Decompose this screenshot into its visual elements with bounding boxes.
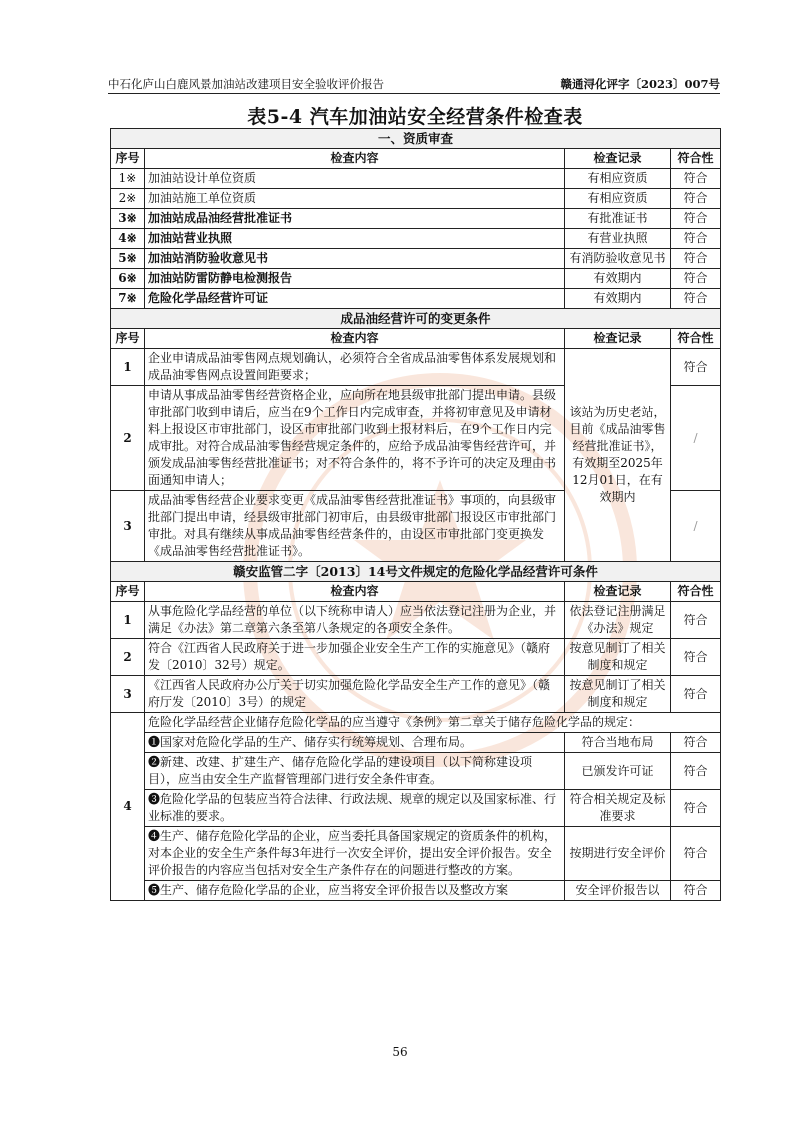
- safety-check-table: [110, 128, 721, 901]
- col-header-record: 检查记录: [565, 329, 671, 349]
- row-content: 加油站设计单位资质: [145, 169, 565, 189]
- row-content: ❸危险化学品的包装应当符合法律、行政法规、规章的规定以及国家标准、行业标准的要求。: [145, 790, 565, 827]
- row-content: 加油站防雷防静电检测报告: [145, 269, 565, 289]
- table-row: [111, 249, 721, 269]
- table-title: 表5-4 汽车加油站安全经营条件检查表: [247, 106, 583, 128]
- row-content: 成品油零售经营企业要求变更《成品油零售经营批准证书》事项的，向县级审批部门提出申请，经县级审批部门初审后，由县级审批部门报设区市审批部门审批。对具有继续从事成品油零售经营条件的，由设区市审批部门变更换发《成品油零售经营批准证书》。: [145, 491, 565, 562]
- row-no: 4※: [111, 229, 145, 249]
- row-content: 《江西省人民政府办公厅关于切实加强危险化学品安全生产工作的意见》（赣府厅发〔2010〕3号）的规定: [145, 676, 565, 713]
- row-conformity: 符合: [671, 229, 721, 249]
- row-record: 有消防验收意见书: [565, 249, 671, 269]
- row-conformity: /: [671, 386, 721, 491]
- table-row: [111, 790, 721, 827]
- column-header-row: [111, 149, 721, 169]
- column-header-row: [111, 329, 721, 349]
- table-row: [111, 209, 721, 229]
- row-content: ❺生产、储存危险化学品的企业，应当将安全评价报告以及整改方案: [145, 881, 565, 901]
- row-record: 依法登记注册满足《办法》规定: [565, 602, 671, 639]
- row-no: 2: [111, 639, 145, 676]
- row-no: 7※: [111, 289, 145, 309]
- row-no: 3: [111, 676, 145, 713]
- table-row: [111, 881, 721, 901]
- row-record: 安全评价报告以: [565, 881, 671, 901]
- row-record: 符合当地布局: [565, 733, 671, 753]
- row-no: 1※: [111, 169, 145, 189]
- row-record: 有效期内: [565, 289, 671, 309]
- row-conformity: 符合: [671, 169, 721, 189]
- row-conformity: 符合: [671, 639, 721, 676]
- section-title: 一、资质审查: [111, 129, 721, 149]
- row-content: 申请从事成品油零售经营资格企业，应向所在地县级审批部门提出申请。县级审批部门收到申请后，应当在9个工作日内完成审查，并将初审意见及申请材料上报设区市审批部门，设区市审批部门收到上报材料后，在9个工作日内完成审批。对符合成品油零售经营规定条件的，应给予成品油零售经营许可，并颁发成品油零售经营批准证书；对不符合条件的，将不予许可的决定及理由书面通知申请人；: [145, 386, 565, 491]
- row-record: 有批准证书: [565, 209, 671, 229]
- row-record: 按期进行安全评价: [565, 827, 671, 881]
- row-conformity: 符合: [671, 602, 721, 639]
- row-record: 符合相关规定及标准要求: [565, 790, 671, 827]
- row-no: 3※: [111, 209, 145, 229]
- col-header-content: 检查内容: [145, 149, 565, 169]
- row-record: 有效期内: [565, 269, 671, 289]
- table-row: [111, 289, 721, 309]
- merged-record: 该站为历史老站，目前《成品油零售经营批准证书》，有效期至2025年12月01日，在有效期内: [565, 349, 671, 562]
- table-row: [111, 827, 721, 881]
- row-conformity: 符合: [671, 289, 721, 309]
- row-no: 5※: [111, 249, 145, 269]
- table-row: [111, 676, 721, 713]
- row-intro: 危险化学品经营企业储存危险化学品的应当遵守《条例》第二章关于储存危险化学品的规定：: [145, 713, 721, 733]
- section-title: 成品油经营许可的变更条件: [111, 309, 721, 329]
- row-conformity: 符合: [671, 189, 721, 209]
- col-header-no: 序号: [111, 149, 145, 169]
- row-conformity: 符合: [671, 827, 721, 881]
- row-conformity: 符合: [671, 753, 721, 790]
- col-header-conformity: 符合性: [671, 329, 721, 349]
- row-record: 有相应资质: [565, 189, 671, 209]
- col-header-conformity: 符合性: [671, 582, 721, 602]
- header-rule: [108, 93, 720, 94]
- row-no: 4: [111, 713, 145, 901]
- row-no: 2: [111, 386, 145, 491]
- section-title: 赣安监管二字〔2013〕14号文件规定的危险化学品经营许可条件: [111, 562, 721, 582]
- page-number: 56: [392, 1045, 408, 1059]
- row-content: 企业申请成品油零售网点规划确认，必须符合全省成品油零售体系发展规划和成品油零售网点设置间距要求；: [145, 349, 565, 386]
- table-row: [111, 602, 721, 639]
- section-header-refined-oil: [111, 309, 721, 329]
- col-header-record: 检查记录: [565, 582, 671, 602]
- row-content: ❷新建、改建、扩建生产、储存危险化学品的建设项目（以下简称建设项目），应当由安全生产监督管理部门进行安全条件审查。: [145, 753, 565, 790]
- table-row: [111, 639, 721, 676]
- row-conformity: 符合: [671, 881, 721, 901]
- row-content: 加油站营业执照: [145, 229, 565, 249]
- table-row: [111, 169, 721, 189]
- row-record: 有营业执照: [565, 229, 671, 249]
- row-no: 6※: [111, 269, 145, 289]
- running-header-title: 中石化庐山白鹿风景加油站改建项目安全验收评价报告: [108, 77, 384, 91]
- row-no: 1: [111, 349, 145, 386]
- row-content: 加油站成品油经营批准证书: [145, 209, 565, 229]
- row-content: 加油站消防验收意见书: [145, 249, 565, 269]
- row-conformity: 符合: [671, 733, 721, 753]
- row-content: ❶国家对危险化学品的生产、储存实行统筹规划、合理布局。: [145, 733, 565, 753]
- row-content: ❹生产、储存危险化学品的企业，应当委托具备国家规定的资质条件的机构，对本企业的安全生产条件每3年进行一次安全评价，提出安全评价报告。安全评价报告的内容应当包括对安全生产条件存在的问题进行整改的方案。: [145, 827, 565, 881]
- table-row: [111, 733, 721, 753]
- row-record: 按意见制订了相关制度和规定: [565, 676, 671, 713]
- row-conformity: 符合: [671, 249, 721, 269]
- row-conformity: /: [671, 491, 721, 562]
- section-header-qualification: [111, 129, 721, 149]
- column-header-row: [111, 582, 721, 602]
- table-row: [111, 189, 721, 209]
- table-row: [111, 349, 721, 386]
- running-header-doc-number: 赣通浔化评字〔2023〕007号: [560, 77, 720, 91]
- table-row: [111, 269, 721, 289]
- table-row: [111, 229, 721, 249]
- row-content: 从事危险化学品经营的单位（以下统称申请人）应当依法登记注册为企业，并满足《办法》第二章第六条至第八条规定的各项安全条件。: [145, 602, 565, 639]
- col-header-no: 序号: [111, 582, 145, 602]
- row-no: 2※: [111, 189, 145, 209]
- row-conformity: 符合: [671, 209, 721, 229]
- row-conformity: 符合: [671, 790, 721, 827]
- table-row: [111, 753, 721, 790]
- row-conformity: 符合: [671, 349, 721, 386]
- col-header-no: 序号: [111, 329, 145, 349]
- col-header-content: 检查内容: [145, 582, 565, 602]
- row-no: 1: [111, 602, 145, 639]
- row-record: 有相应资质: [565, 169, 671, 189]
- row-content: 加油站施工单位资质: [145, 189, 565, 209]
- section-header-hazardous-chemicals: [111, 562, 721, 582]
- row-conformity: 符合: [671, 269, 721, 289]
- row-record: 按意见制订了相关制度和规定: [565, 639, 671, 676]
- table-row: [111, 713, 721, 733]
- row-record: 已颁发许可证: [565, 753, 671, 790]
- col-header-record: 检查记录: [565, 149, 671, 169]
- row-no: 3: [111, 491, 145, 562]
- row-conformity: 符合: [671, 676, 721, 713]
- col-header-conformity: 符合性: [671, 149, 721, 169]
- col-header-content: 检查内容: [145, 329, 565, 349]
- row-content: 符合《江西省人民政府关于进一步加强企业安全生产工作的实施意见》（赣府发〔2010〕32号）规定。: [145, 639, 565, 676]
- row-content: 危险化学品经营许可证: [145, 289, 565, 309]
